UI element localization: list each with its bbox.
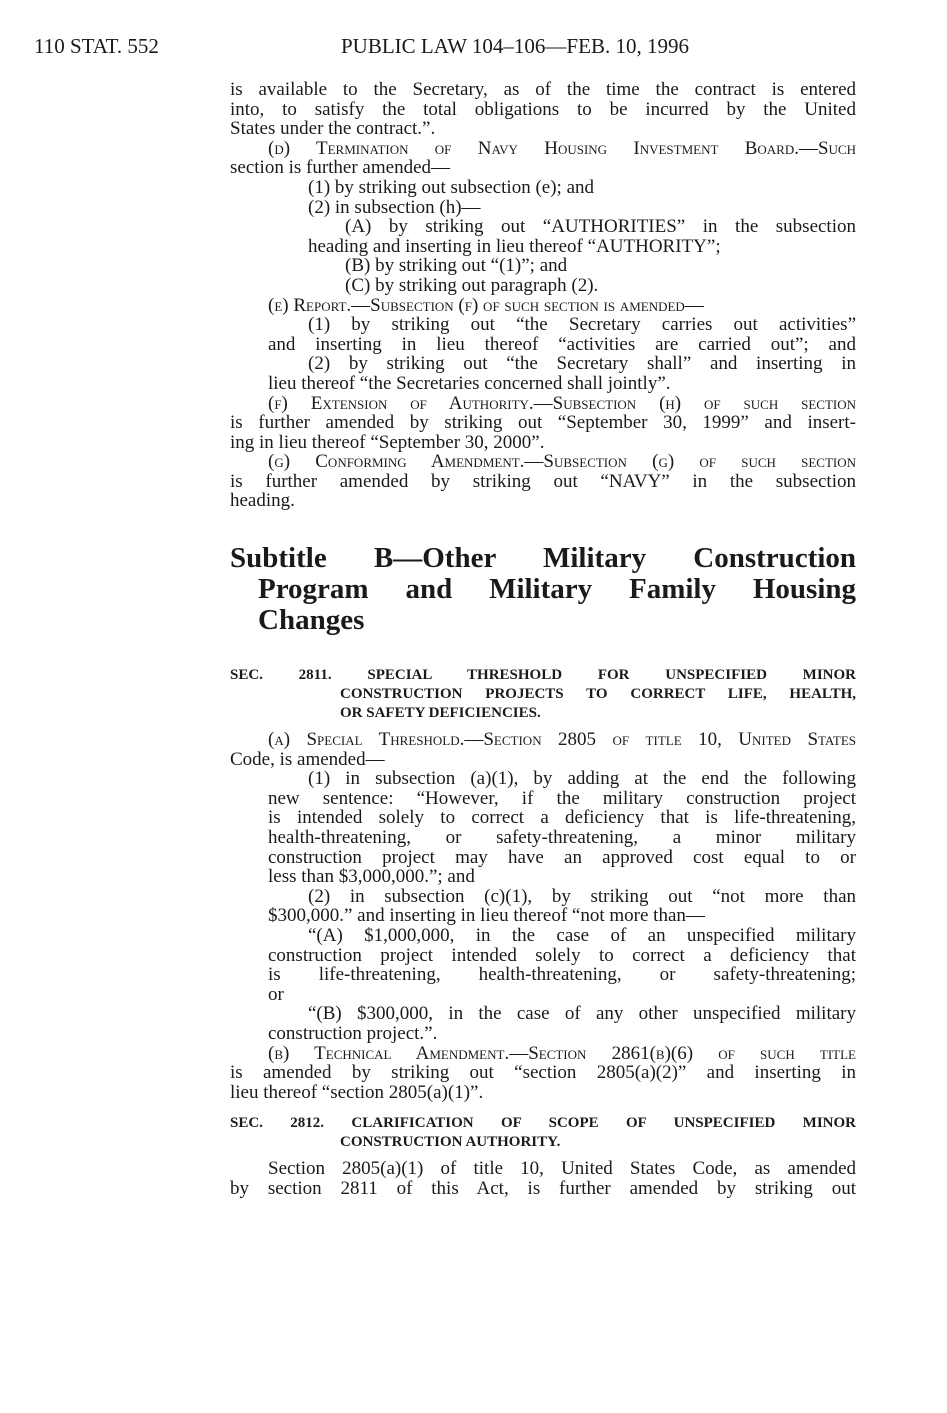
text-line: (f) Extension of Authority.—Subsection (h) of such section <box>268 392 856 414</box>
section-2811-text <box>230 730 856 1102</box>
text-line: construction project intended solely to correct a deficiency that <box>268 944 856 966</box>
text-line: (e) Report.—Subsection (f) of such section is amended— <box>268 294 704 316</box>
text-line: section is further amended— <box>230 157 451 179</box>
text-line: (2) in subsection (c)(1), by striking out “not more than <box>308 885 856 907</box>
section-heading-line: CONSTRUCTION PROJECTS TO CORRECT LIFE, HEALTH, <box>340 686 856 703</box>
text-line: heading and inserting in lieu thereof “AUTHORITY”; <box>308 235 721 257</box>
text-line: is available to the Secretary, as of the time the contract is entered <box>230 79 856 100</box>
text-line: is further amended by striking out “NAVY” in the subsection <box>230 470 856 492</box>
text-line: construction project.”. <box>268 1022 438 1044</box>
subtitle-line: Subtitle B—Other Military Construction <box>230 542 856 575</box>
public-law-heading: PUBLIC LAW 104–106—FEB. 10, 1996 <box>341 34 689 58</box>
text-line: (2) by striking out “the Secretary shall” and inserting in <box>308 353 856 375</box>
text-line: ing in lieu thereof “September 30, 2000”. <box>230 431 545 453</box>
text-line: (C) by striking out paragraph (2). <box>345 274 599 296</box>
text-line: (b) Technical Amendment.—Section 2861(b)(6) of such title <box>268 1042 856 1064</box>
statute-page-number: 110 STAT. 552 <box>34 34 159 58</box>
text-line: (1) by striking out subsection (e); and <box>308 176 595 198</box>
text-line: “(A) $1,000,000, in the case of an unspecified military <box>308 925 856 946</box>
page-body <box>230 80 856 1199</box>
text-line: or <box>268 983 284 1005</box>
text-line: (a) Special Threshold.—Section 2805 of title 10, United States <box>268 729 856 751</box>
text-line: is further amended by striking out “September 30, 1999” and insert- <box>230 412 856 434</box>
section-2812-heading <box>230 1114 856 1152</box>
text-line: into, to satisfy the total obligations to be incurred by the United <box>230 98 856 120</box>
text-line: Code, is amended— <box>230 748 385 770</box>
section-heading-line: SEC. 2811. SPECIAL THRESHOLD FOR UNSPECIFIED MINOR <box>230 667 856 684</box>
text-line: is intended solely to correct a deficiency that is life-threatening, <box>268 807 856 829</box>
text-line: “(B) $300,000, in the case of any other unspecified military <box>308 1003 856 1025</box>
text-line: and inserting in lieu thereof “activities are carried out”; and <box>268 333 856 355</box>
text-line: is life-threatening, health-threatening, or safety-threatening; <box>268 964 856 986</box>
text-line: lieu thereof “the Secretaries concerned shall jointly”. <box>268 372 671 394</box>
section-heading-line: SEC. 2812. CLARIFICATION OF SCOPE OF UNSPECIFIED MINOR <box>230 1115 856 1132</box>
section-heading-line: CONSTRUCTION AUTHORITY. <box>340 1134 561 1151</box>
page-header <box>34 34 914 60</box>
text-line: (1) in subsection (a)(1), by adding at the end the following <box>308 768 856 790</box>
text-line: new sentence: “However, if the military construction project <box>268 787 856 809</box>
section-heading-line: OR SAFETY DEFICIENCIES. <box>340 705 541 722</box>
text-line: $300,000.” and inserting in lieu thereof “not more than— <box>268 905 705 927</box>
text-line: (1) by striking out “the Secretary carries out activities” <box>308 314 856 336</box>
text-line: (d) Termination of Navy Housing Investment Board.—Such <box>268 137 856 159</box>
subtitle-heading <box>230 543 856 636</box>
subtitle-line: Program and Military Family Housing <box>258 573 856 606</box>
text-line: (A) by striking out “AUTHORITIES” in the subsection <box>345 216 856 238</box>
text-line: (B) by striking out “(1)”; and <box>345 255 568 277</box>
text-line: by section 2811 of this Act, is further amended by striking out <box>230 1177 856 1199</box>
text-line: heading. <box>230 490 295 512</box>
section-2812-text <box>230 1159 856 1198</box>
text-line: less than $3,000,000.”; and <box>268 866 475 888</box>
text-line: is amended by striking out “section 2805(a)(2)” and inserting in <box>230 1062 856 1084</box>
text-line: (2) in subsection (h)— <box>308 196 481 218</box>
text-line: health-threatening, or safety-threatening, a minor military <box>268 827 856 849</box>
section-2811-heading <box>230 666 856 723</box>
text-line: construction project may have an approved cost equal to or <box>268 846 856 868</box>
text-line: Section 2805(a)(1) of title 10, United States Code, as amended <box>268 1158 856 1180</box>
text-line: States under the contract.”. <box>230 118 436 140</box>
text-line: (g) Conforming Amendment.—Subsection (g) of such section <box>268 451 856 473</box>
subtitle-line: Changes <box>258 604 365 637</box>
section-continuation-text <box>230 80 856 511</box>
text-line: lieu thereof “section 2805(a)(1)”. <box>230 1081 484 1103</box>
